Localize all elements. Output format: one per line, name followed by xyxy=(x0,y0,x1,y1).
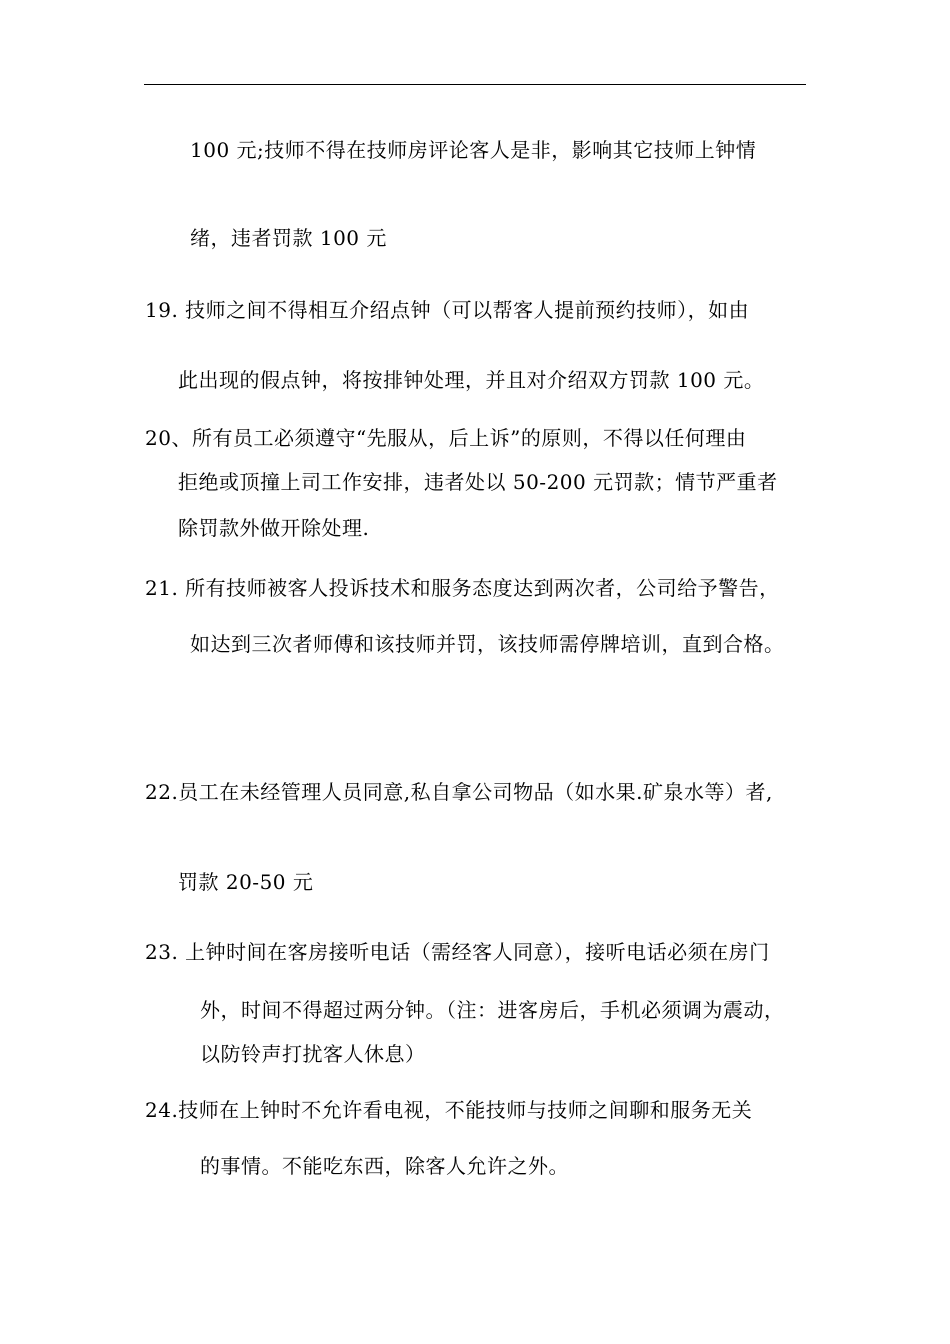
rule-24-line-2: 的事情。不能吃东西，除客人允许之外。 xyxy=(200,1154,569,1178)
rule-21-line-1: 21. 所有技师被客人投诉技术和服务态度达到两次者，公司给予警告， xyxy=(145,576,780,600)
rule-23-line-3: 以防铃声打扰客人休息） xyxy=(200,1042,426,1066)
rule-23-line-1: 23. 上钟时间在客房接听电话（需经客人同意），接听电话必须在房门 xyxy=(145,940,770,964)
rule-20-line-3: 除罚款外做开除处理. xyxy=(178,516,370,540)
rule-24-line-1: 24.技师在上钟时不允许看电视，不能技师与技师之间聊和服务无关 xyxy=(145,1098,753,1122)
rule-19-line-2: 此出现的假点钟，将按排钟处理，并且对介绍双方罚款 100 元。 xyxy=(178,368,765,392)
rule-22-line-2: 罚款 20-50 元 xyxy=(178,870,314,894)
rule-18-line-1: 100 元;技师不得在技师房评论客人是非，影响其它技师上钟情 xyxy=(190,138,757,162)
rule-19-line-1: 19. 技师之间不得相互介绍点钟（可以帮客人提前预约技师），如由 xyxy=(145,298,750,322)
rule-21-line-2: 如达到三次者师傅和该技师并罚，该技师需停牌培训，直到合格。 xyxy=(190,632,785,656)
rule-18-line-2: 绪，违者罚款 100 元 xyxy=(190,226,387,250)
rule-22-line-1: 22.员工在未经管理人员同意,私自拿公司物品（如水果.矿泉水等）者, xyxy=(145,780,773,804)
rule-20-line-1: 20、所有员工必须遵守“先服从，后上诉”的原则，不得以任何理由 xyxy=(145,426,747,450)
rule-23-line-2: 外，时间不得超过两分钟。（注：进客房后，手机必须调为震动， xyxy=(200,998,785,1022)
header-rule xyxy=(144,84,806,85)
rule-20-line-2: 拒绝或顶撞上司工作安排，违者处以 50-200 元罚款；情节严重者 xyxy=(178,470,778,494)
